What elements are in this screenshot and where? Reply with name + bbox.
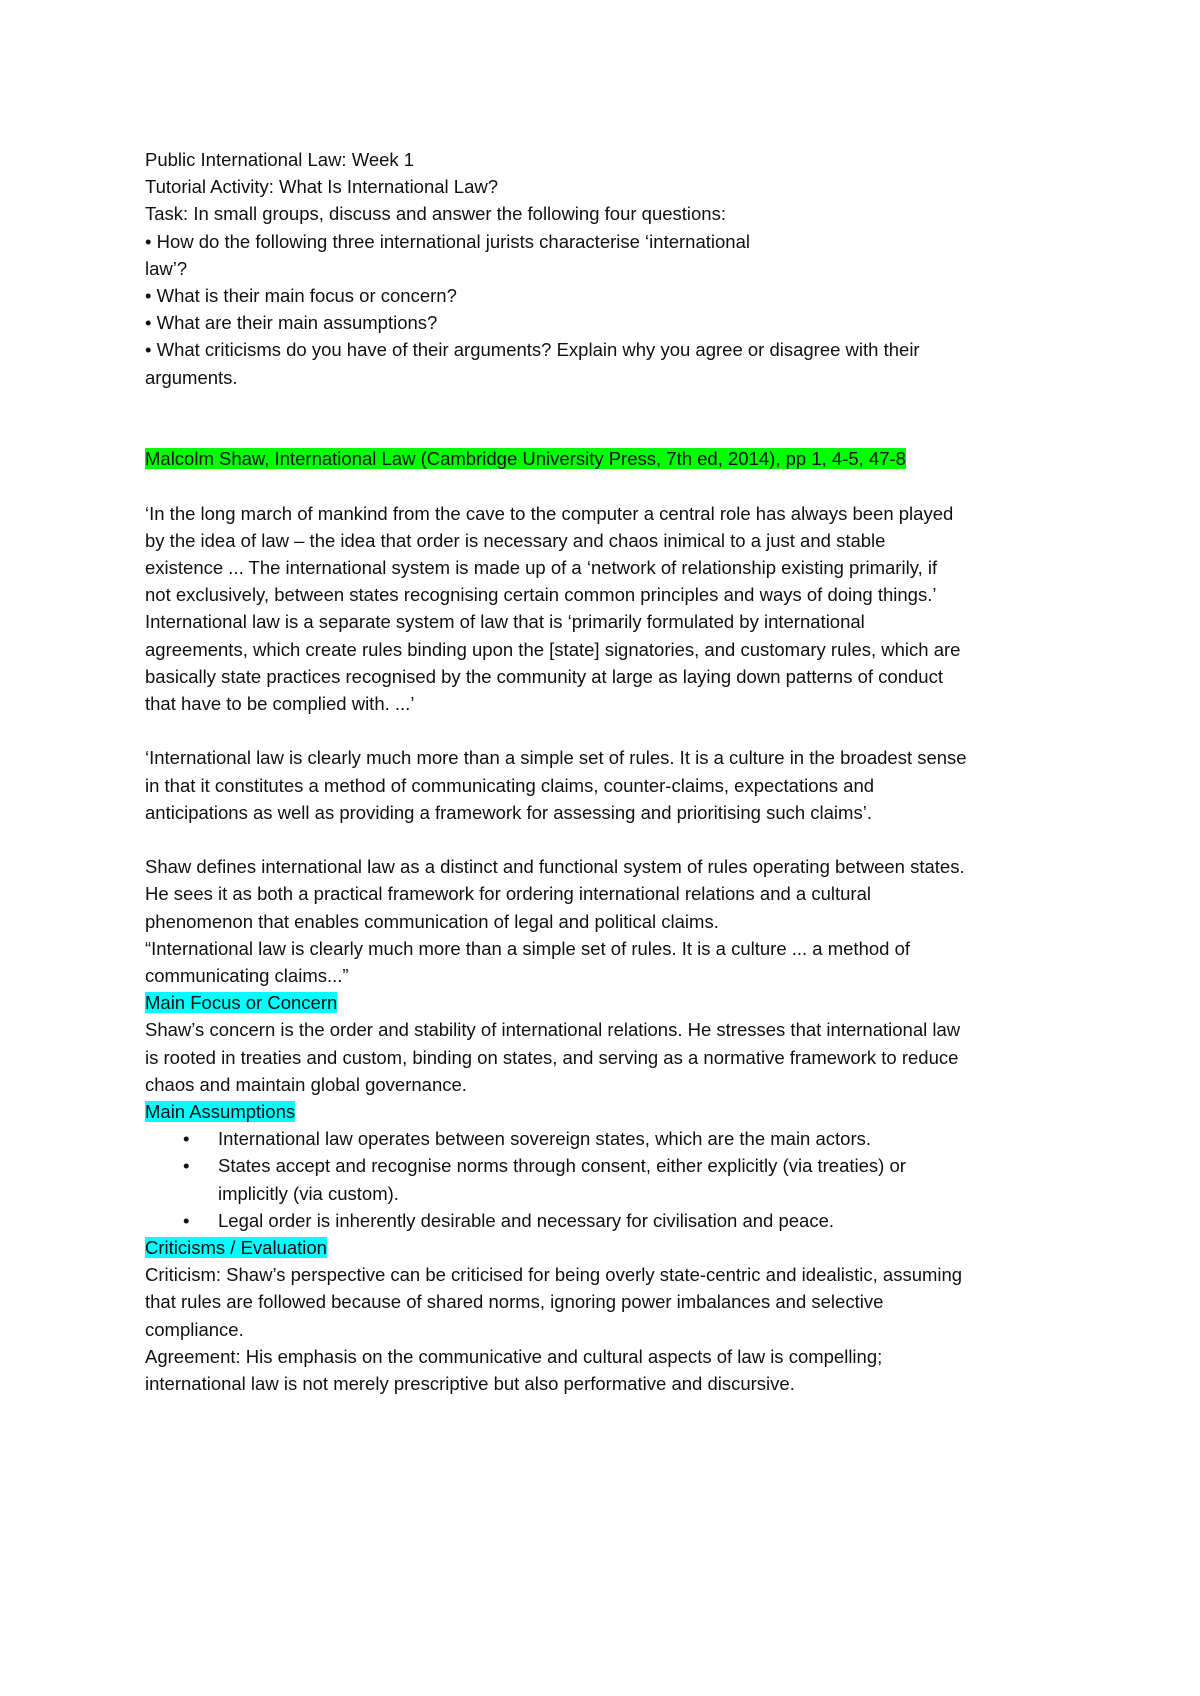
quote-1-line: not exclusively, between states recognising certain common principles and ways of doing things.’: [145, 584, 937, 606]
focus-paragraph: [145, 1016, 1085, 1098]
characterisation-line: He sees it as both a practical framework for ordering international relations and a cultural: [145, 883, 871, 905]
spacer: [145, 717, 1085, 744]
spacer: [145, 472, 1085, 499]
shaw-quote-1: [145, 500, 1085, 718]
agreement-line: Agreement: His emphasis on the communicative and cultural aspects of law is compelling;: [145, 1345, 883, 1367]
characterisation-line: Shaw defines international law as a distinct and functional system of rules operating between states.: [145, 856, 965, 878]
characterisation-line: communicating claims...”: [145, 965, 349, 987]
question-1-line-1: • How do the following three international jurists characterise ‘international: [145, 230, 750, 252]
quote-1-line: International law is a separate system of law that is ‘primarily formulated by international: [145, 611, 865, 633]
assumptions-list: [145, 1125, 1085, 1234]
shaw-citation: Malcolm Shaw, International Law (Cambridge University Press, 7th ed, 2014), pp 1, 4-5, 47-8: [145, 448, 906, 470]
question-list: [145, 228, 1085, 391]
criticism-line: Criticism: Shaw’s perspective can be criticised for being overly state-centric and idealistic, assuming: [145, 1264, 963, 1286]
question-4-line-1: • What criticisms do you have of their arguments? Explain why you agree or disagree with their: [145, 339, 920, 361]
quote-1-line: ‘In the long march of mankind from the cave to the computer a central role has always been played: [145, 502, 954, 524]
shaw-quote-2: [145, 744, 1085, 826]
characterisation-line: “International law is clearly much more than a simple set of rules. It is a culture ... a method of: [145, 937, 911, 959]
quote-2-line: anticipations as well as providing a framework for assessing and prioritising such claims’.: [145, 801, 872, 823]
citation-line: [145, 445, 1085, 472]
spacer: [145, 418, 1085, 445]
bullet-icon: •: [183, 1209, 190, 1231]
focus-heading: Main Focus or Concern: [145, 992, 338, 1014]
question-2: • What is their main focus or concern?: [145, 285, 457, 307]
agreement-line: international law is not merely prescriptive but also performative and discursive.: [145, 1373, 795, 1395]
question-4-line-2: arguments.: [145, 366, 238, 388]
list-item: [145, 1125, 1085, 1152]
characterisation-line: phenomenon that enables communication of legal and political claims.: [145, 910, 719, 932]
bullet-icon: •: [183, 1155, 190, 1177]
criticism-line: that rules are followed because of shared norms, ignoring power imbalances and selective: [145, 1291, 884, 1313]
criticism-line: compliance.: [145, 1318, 244, 1340]
list-item: [145, 1152, 1085, 1206]
focus-line: is rooted in treaties and custom, binding on states, and serving as a normative framework to reduce: [145, 1046, 959, 1068]
quote-2-line: in that it constitutes a method of communicating claims, counter-claims, expectations and: [145, 774, 875, 796]
quote-2-line: ‘International law is clearly much more than a simple set of rules. It is a culture in the broadest sense: [145, 747, 967, 769]
assumption-line: States accept and recognise norms through consent, either explicitly (via treaties) or: [218, 1155, 906, 1177]
task-statement: Task: In small groups, discuss and answer the following four questions:: [145, 203, 726, 225]
tutorial-activity: Tutorial Activity: What Is International Law?: [145, 176, 499, 198]
bullet-icon: •: [183, 1128, 190, 1150]
spacer: [145, 826, 1085, 853]
question-3: • What are their main assumptions?: [145, 312, 438, 334]
assumption-line: Legal order is inherently desirable and necessary for civilisation and peace.: [218, 1209, 834, 1231]
agreement-paragraph: [145, 1343, 1085, 1397]
document-title: Public International Law: Week 1: [145, 149, 415, 170]
assumption-line: implicitly (via custom).: [218, 1182, 399, 1204]
assumptions-heading: Main Assumptions: [145, 1101, 296, 1123]
criticism-paragraph: [145, 1261, 1085, 1343]
quote-1-line: by the idea of law – the idea that order is necessary and chaos inimical to a just and stable: [145, 529, 886, 551]
assumption-line: International law operates between sovereign states, which are the main actors.: [218, 1128, 872, 1150]
document-page: [145, 146, 1085, 1397]
question-1-line-2: law’?: [145, 257, 188, 279]
heading-line: [145, 1098, 1085, 1125]
quote-1-line: agreements, which create rules binding upon the [state] signatories, and customary rules, which are: [145, 638, 961, 660]
focus-line: chaos and maintain global governance.: [145, 1073, 467, 1095]
quote-1-line: that have to be complied with. ...’: [145, 693, 415, 715]
heading-line: [145, 1234, 1085, 1261]
heading-line: [145, 989, 1085, 1016]
spacer: [145, 391, 1085, 418]
criticisms-heading: Criticisms / Evaluation: [145, 1237, 327, 1259]
quote-1-line: existence ... The international system is made up of a ‘network of relationship existing primarily, if: [145, 557, 938, 578]
focus-line: Shaw’s concern is the order and stability of international relations. He stresses that international law: [145, 1019, 961, 1041]
quote-1-line: basically state practices recognised by the community at large as laying down patterns of conduct: [145, 665, 943, 687]
list-item: [145, 1207, 1085, 1234]
characterisation-paragraph: [145, 853, 1085, 989]
